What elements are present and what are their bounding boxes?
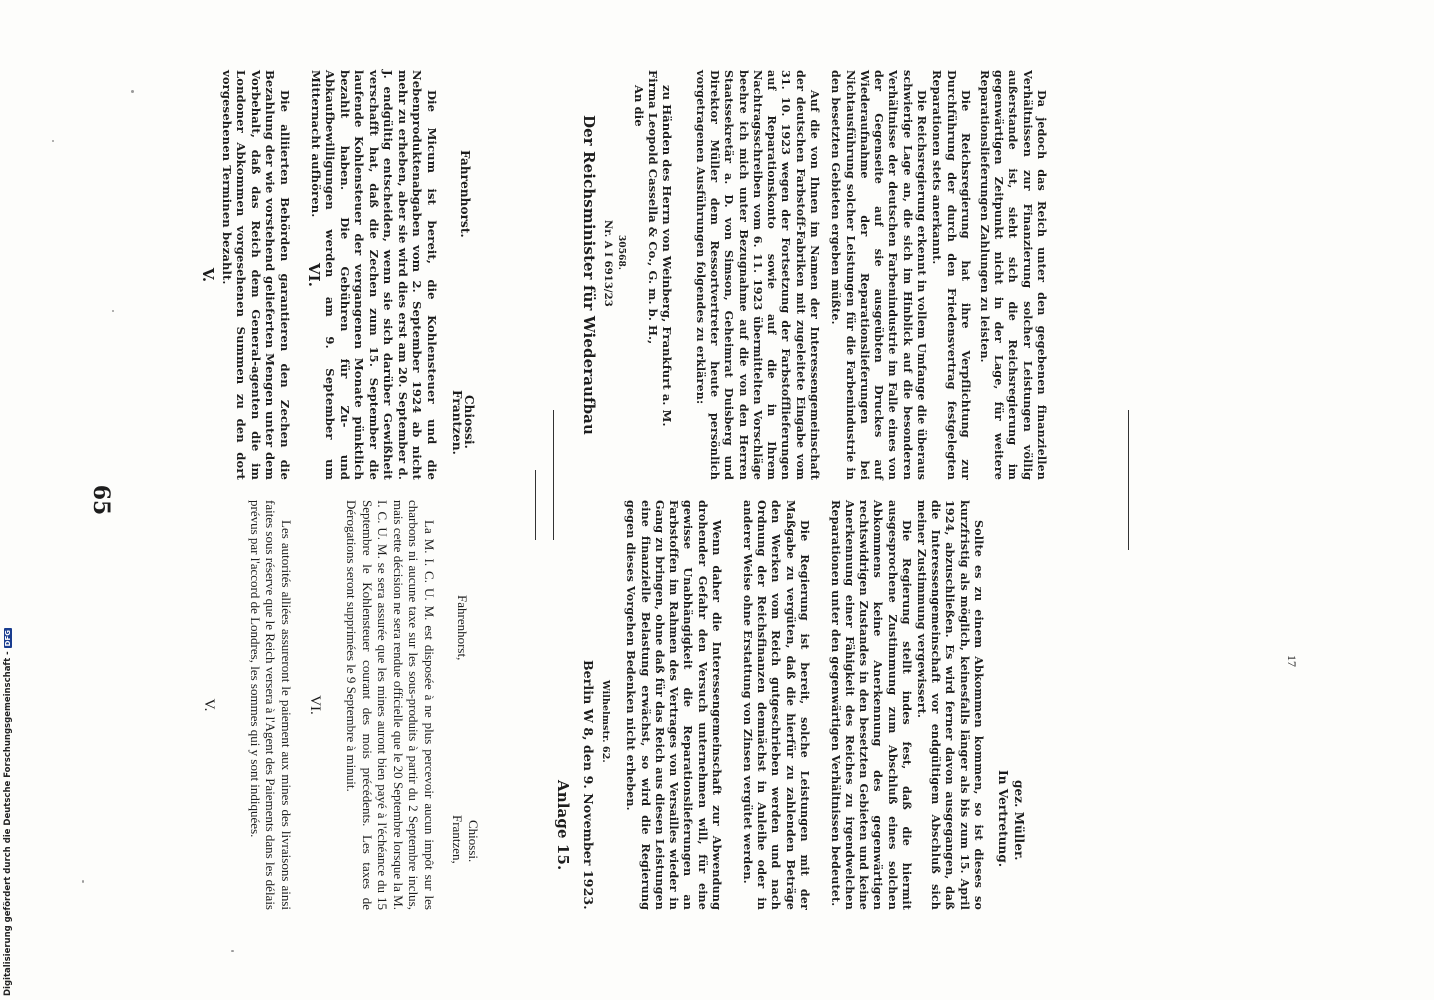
letter-paragraph-3: Die Reichsregierung hat ihre Verpflichtung zur Durchführung der durch den Friedensvertrag festgelegten Reparationen stets anerkannt. (930, 70, 973, 480)
left-signature-fahrenhorst: Fahrenhorst. (458, 150, 472, 238)
letter-paragraph-4: Da jedoch das Reich unter den gegebenen finanziellen Verhältnissen zur Finanzierung solcher Leistungen völlig außerstande ist, sieht sich die Reichsregierung im gegenwärtigen Zeitpunkt nicht in der Lage, für weitere Reparationslieferungen Zahlungen zu leisten. (977, 70, 1049, 480)
annex-paragraph-3: Die Regierung stellt indes fest, daß die hiermit ausgesprochene Zustimmung zum Abschluß eines solchen Abkommens keine Anerkennung des gegenwärtigen rechtswidrigen Zustandes in den besetzten Gebieten und keine Anerkennung einer Fähigkeit des Reiches zu irgendwelchen Reparationen unter den gegenwärtigen Verhältnissen bedeutet. (828, 500, 914, 910)
right-signature-fahrenhorst: Fahrenhorst, (455, 595, 470, 661)
digitization-strip (0, 0, 18, 1000)
annex-title: Anlage 15. (554, 780, 572, 871)
right-signature-frantzen: Frantzen, (450, 815, 465, 864)
annex-paragraph-4: Sollte es zu einem Abkommen kommen, so ist dieses so kurzfristig als möglich, keinesfalls länger als bis zum 15. April 1924, abzuschließen. Es wird ferner davon ausgegangen, daß die Interessengemeinschaft vor endgültigem Abschluß sich meiner Zustimmung vergewissert. (914, 500, 986, 910)
annex-paragraph-1: Wenn daher die Interessengemeinschaft zur Abwendung drohender Gefahr den Versuch unternehmen will, für eine gewisse Unabhängigkeit die Reparationslieferungen an Farbstoffen im Rahmen des Vertrages von Versailles wieder in Gang zu bringen, ohne daß für das Reich aus diesen Leistungen eine finanzielle Belastung erwächst, so wird die Regierung gegen dieses Vorgehen Bedenken nicht erheben. (624, 500, 724, 910)
left-section-vi-text: Die Micum ist bereit, die Kohlensteuer und die Nebenproduktenabgaben vom 2. September 1924 ab nicht mehr zu erheben, aber sie wird dies erst am 20. September d. J. endgültig entscheiden, wenn sie sich darüber Gewißheit verschafft hat, daß die Zechen zum 15. September die laufende Kohlensteuer der vergangenen Monate pünktlich bezahlt haben. Die Gebühren für Zu- und Abkaufbewilligungen werden am 9. September um Mitternacht aufhören. (309, 70, 439, 480)
left-signature-frantzen: Frantzen. (450, 390, 464, 455)
scan-speck (131, 90, 134, 93)
scan-speck (82, 880, 84, 883)
dfg-logo: DFG (4, 629, 12, 647)
letter-addressee-1: An die (632, 85, 646, 127)
right-section-v-heading: V. (201, 698, 217, 712)
scan-speck (231, 950, 234, 952)
left-section-v-heading: V. (199, 267, 217, 283)
left-signature-chiossi: Chiossi. (462, 395, 476, 449)
annex-closing-2: gez. Müller. (1012, 780, 1026, 861)
right-section-v-text: Les autorités alliées assureront le paiement aux mines des livraisons ainsi faites sous réserve que le Reich versera à l'Agent des Paiements dans les délais prévus par l'accord de Londres, les sommes qui y sont indiquées. (248, 500, 294, 910)
letter-paragraph-2: Die Reichsregierung erkennt in vollem Umfange die überaus schwierige Lage an, die sich im Hinblick auf die besonderen Verhältnisse der deutschen Farbenindustrie im Falle eines von der Gegenseite auf sie ausgeübten Druckes auf Wiederaufnahme der Reparationslieferungen bei Nichtausführung solcher Leistungen für die Farbenindustrie in den besetzten Gebieten ergeben müßte. (829, 70, 929, 480)
right-divider-rule (535, 470, 536, 540)
right-section-vi-text: La M. I. C. U. M. est disposée à ne plus percevoir aucun impôt sur les charbons ni aucune taxe sur les sous-produits à partir du 2 Septembre inclus, mais cette décision ne sera rendue officielle que le 20 Septembre lorsque la M. I. C. U. M. se sera assurée que les mines auront bien payé à l'échéance du 15 Septembre le Kohlensteuer courant des mois précédents. Les taxes de Dérogations seront supprimées le 9 Septembre à minuit. (344, 500, 437, 910)
left-section-v-text: Die alliierten Behörden garantieren den Zechen die Bezahlung der wie vorstehend gelieferten Mengen unter dem Vorbehalt, daß das Reich dem General-agenten die im Londoner Abkommen vorgesehenen Summen zu den dort vorgesehenen Terminen bezahlt. (219, 70, 292, 480)
right-signature-chiossi: Chiossi. (466, 820, 481, 863)
annex-street: Wilhelmstr. 62. (600, 680, 611, 763)
annex-dateline: Berlin W 8, den 9. November 1923. (581, 660, 596, 910)
right-section-vi-heading: VI. (307, 695, 323, 715)
letter-reference: Nr. A I 6913/23 (602, 220, 613, 307)
letter-reference-2: 30568. (616, 235, 626, 271)
annex-closing-1: In Vertretung. (996, 770, 1010, 868)
letter-addressee-2: Firma Leopold Cassella & Co., G. m. b. H., (646, 70, 660, 345)
letter-addressee-3: zu Händen des Herrn von Weinberg, Frankfurt a. M. (660, 85, 674, 427)
left-section-vi-heading: VI. (305, 263, 323, 287)
annex-paragraph-2: Die Regierung ist bereit, solche Leistungen mit der Maßgabe zu vergüten, daß die hierfür zu zahlenden Beträge den Werken vom Reich gutgeschrieben werden und nach Ordnung der Reichsfinanzen demnächst in Anleihe oder in anderer Weise ohne Erstattung von Zinsen vergütet werden. (740, 500, 812, 910)
page-number: 65 (88, 484, 114, 516)
scan-speck (52, 140, 54, 142)
letter-paragraph-1: Auf die von Ihnen im Namen der Interessengemeinschaft der deutschen Farbstoff-Fabriken mit zugeleitete Eingabe vom 31. 10. 1923 wegen der Fortsetzung der Farbstofflieferungen auf Reparationskonto sowie auf die in Ihrem Nachtragsschreiben vom 6. 11. 1923 übermittelten Vorschläge beehre ich mich unter Bezugnahme auf die von den Herren Staatssekretär a. D. von Simson, Geheimrat Duisberg und Direktor Müller dem Ressortvertreter heute persönlich vorgetragenen Ausführungen folgendes zu erklären: (693, 70, 822, 480)
bottom-page-mark: 17 (1285, 655, 1299, 667)
left-bottom-rule (1128, 410, 1129, 550)
scan-speck (112, 310, 114, 312)
left-divider-rule (553, 410, 554, 540)
letter-sender: Der Reichsminister für Wiederaufbau (580, 114, 598, 436)
digitization-note: Digitalisierung gefördert durch die Deutsche Forschungsgemeinschaft -DFG (3, 629, 13, 996)
